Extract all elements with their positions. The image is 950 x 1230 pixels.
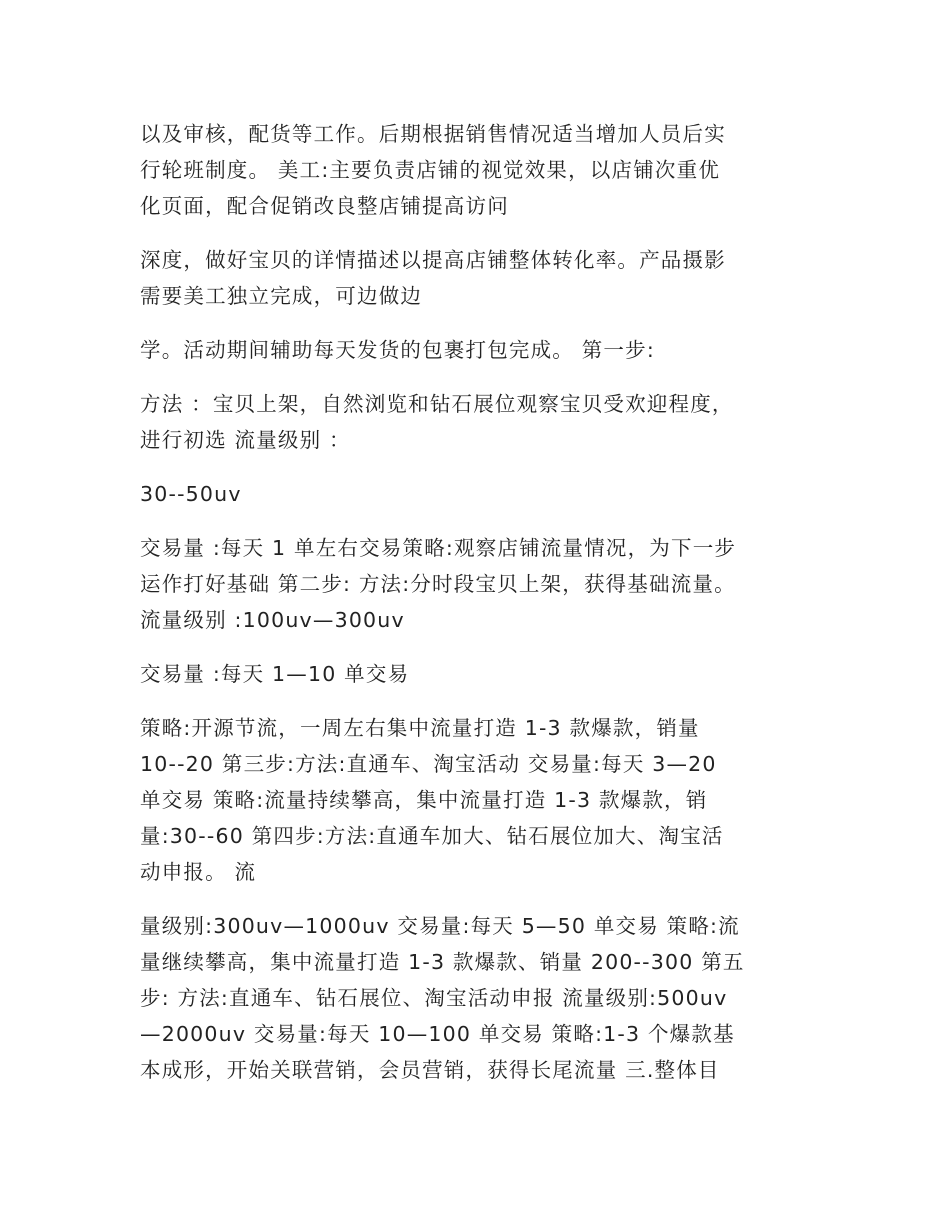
text-line: 策略:开源节流，一周左右集中流量打造 1-3 款爆款，销量 xyxy=(140,716,700,740)
paragraph-staffing xyxy=(140,116,820,224)
paragraph-step-one-method xyxy=(140,386,820,458)
text-line: 运作打好基础 第二步: 方法:分时段宝贝上架，获得基础流量。 xyxy=(140,572,736,596)
text-line: 动申报。 流 xyxy=(140,860,257,884)
paragraph-step-three-four xyxy=(140,710,820,890)
text-line: 步: 方法:直通车、钻石展位、淘宝活动申报 流量级别:500uv xyxy=(140,986,728,1010)
text-line: 本成形，开始关联营销，会员营销，获得长尾流量 三.整体目 xyxy=(140,1058,720,1082)
document-body xyxy=(140,116,820,1106)
paragraph-step-two-volume xyxy=(140,656,820,692)
paragraph-designer xyxy=(140,242,820,314)
text-line: 方法 ：宝贝上架，自然浏览和钻石展位观察宝贝受欢迎程度， xyxy=(140,392,734,416)
text-line: 单交易 策略:流量持续攀高，集中流量打造 1-3 款爆款，销 xyxy=(140,788,708,812)
paragraph-step-one-traffic xyxy=(140,476,820,512)
text-line: 化页面，配合促销改良整店铺提高访问 xyxy=(140,194,509,218)
text-line: 流量级别 :100uv—300uv xyxy=(140,608,405,632)
text-line: 10--20 第三步:方法:直通车、淘宝活动 交易量:每天 3—20 xyxy=(140,752,717,776)
paragraph-step-two xyxy=(140,530,820,638)
text-line: 量继续攀高，集中流量打造 1-3 款爆款、销量 200--300 第五 xyxy=(140,950,745,974)
paragraph-step-five xyxy=(140,908,820,1088)
text-line: 量:30--60 第四步:方法:直通车加大、钻石展位加大、淘宝活 xyxy=(140,824,724,848)
text-line: 交易量 :每天 1 单左右交易策略:观察店铺流量情况，为下一步 xyxy=(140,536,737,560)
paragraph-step-one-heading xyxy=(140,332,820,368)
text-line: 深度，做好宝贝的详情描述以提高店铺整体转化率。产品摄影 xyxy=(140,248,726,272)
text-line: 行轮班制度。 美工:主要负责店铺的视觉效果，以店铺次重优 xyxy=(140,158,721,182)
text-line: 30--50uv xyxy=(140,482,242,506)
text-line: 以及审核，配货等工作。后期根据销售情况适当增加人员后实 xyxy=(140,122,726,146)
text-line: 学。活动期间辅助每天发货的包裹打包完成。 第一步: xyxy=(140,338,655,362)
text-line: —2000uv 交易量:每天 10—100 单交易 策略:1-3 个爆款基 xyxy=(140,1022,735,1046)
text-line: 需要美工独立完成，可边做边 xyxy=(140,284,423,308)
text-line: 量级别:300uv—1000uv 交易量:每天 5—50 单交易 策略:流 xyxy=(140,914,740,938)
text-line: 交易量 :每天 1—10 单交易 xyxy=(140,662,410,686)
text-line: 进行初选 流量级别 ： xyxy=(140,428,351,452)
